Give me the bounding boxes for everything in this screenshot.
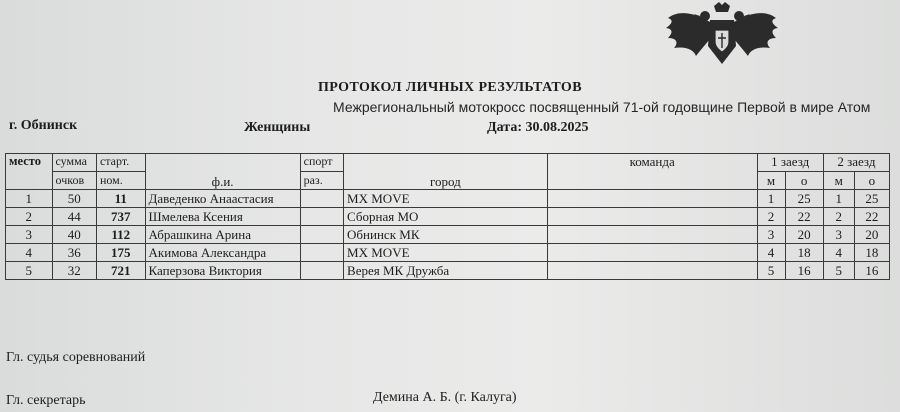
cell-race-1-o: 18 [785, 244, 823, 262]
header-sum-units: очков [52, 172, 96, 190]
table-row [6, 226, 890, 244]
cell-race-2-m: 1 [823, 190, 854, 208]
chief-judge-label: Гл. судья соревнований [6, 350, 146, 365]
cell-race-2-m: 3 [823, 226, 854, 244]
table-row [6, 262, 890, 280]
cell-sum: 36 [52, 244, 96, 262]
table-row [6, 208, 890, 226]
cell-name: Даведенко Анаастасия [145, 190, 300, 208]
cell-team [547, 262, 757, 280]
header-place: место [6, 154, 53, 190]
cell-name: Каперзова Виктория [145, 262, 300, 280]
cell-city: Обнинск МК [344, 226, 548, 244]
cell-start: 721 [96, 262, 145, 280]
cell-sum: 44 [52, 208, 96, 226]
cell-race-1-m: 5 [757, 262, 785, 280]
cell-race-2-o: 22 [854, 208, 889, 226]
header-race-1-o: о [785, 172, 823, 190]
cell-team [547, 208, 757, 226]
document-title: ПРОТОКОЛ ЛИЧНЫХ РЕЗУЛЬТАТОВ [318, 80, 582, 95]
cell-start: 175 [96, 244, 145, 262]
cell-race-2-o: 25 [854, 190, 889, 208]
results-table [5, 153, 890, 280]
cell-race-2-o: 18 [854, 244, 889, 262]
cell-start: 11 [96, 190, 145, 208]
cell-race-2-o: 16 [854, 262, 889, 280]
cell-race-1-o: 22 [785, 208, 823, 226]
cell-rank [300, 262, 343, 280]
cell-race-1-o: 25 [785, 190, 823, 208]
header-name: ф.и. [145, 154, 300, 190]
event-category: Женщины [244, 120, 311, 135]
cell-place: 4 [6, 244, 53, 262]
cell-race-1-m: 1 [757, 190, 785, 208]
cell-race-1-o: 20 [785, 226, 823, 244]
cell-rank [300, 190, 343, 208]
cell-team [547, 226, 757, 244]
secretary-name: Демина А. Б. (г. Калуга) [373, 390, 517, 405]
document-subtitle: Межрегиональный мотокросс посвященный 71-ой годовщине Первой в мире Атом [333, 99, 871, 115]
cell-place: 5 [6, 262, 53, 280]
cell-race-2-m: 2 [823, 208, 854, 226]
cell-city: Сборная МО [344, 208, 548, 226]
cell-race-2-m: 5 [823, 262, 854, 280]
cell-name: Шмелева Ксения [145, 208, 300, 226]
header-city: город [344, 154, 548, 190]
cell-name: Абрашкина Арина [145, 226, 300, 244]
cell-race-1-m: 4 [757, 244, 785, 262]
cell-race-2-o: 20 [854, 226, 889, 244]
chief-secretary-label: Гл. секретарь [6, 393, 86, 408]
cell-place: 2 [6, 208, 53, 226]
cell-race-1-o: 16 [785, 262, 823, 280]
header-team: команда [547, 154, 757, 190]
cell-sum: 40 [52, 226, 96, 244]
header-start: старт. [96, 154, 145, 172]
header-race-1: 1 заезд [757, 154, 823, 172]
table-row [6, 190, 890, 208]
header-start-units: ном. [96, 172, 145, 190]
cell-start: 112 [96, 226, 145, 244]
cell-sum: 50 [52, 190, 96, 208]
cell-city: MX MOVE [344, 190, 548, 208]
header-sum: сумма [52, 154, 96, 172]
cell-race-1-m: 2 [757, 208, 785, 226]
cell-city: Верея МК Дружба [344, 262, 548, 280]
cell-sum: 32 [52, 262, 96, 280]
cell-race-2-m: 4 [823, 244, 854, 262]
header-race-2-m: м [823, 172, 854, 190]
header-row-top [6, 154, 890, 172]
header-race-2: 2 заезд [823, 154, 889, 172]
cell-rank [300, 244, 343, 262]
cell-team [547, 190, 757, 208]
cell-rank [300, 208, 343, 226]
double-headed-eagle-emblem-icon [664, 2, 780, 68]
cell-team [547, 244, 757, 262]
event-city: г. Обнинск [9, 118, 78, 133]
cell-city: MX MOVE [344, 244, 548, 262]
cell-race-1-m: 3 [757, 226, 785, 244]
cell-name: Акимова Александра [145, 244, 300, 262]
table-row [6, 244, 890, 262]
cell-place: 3 [6, 226, 53, 244]
cell-place: 1 [6, 190, 53, 208]
event-date: Дата: 30.08.2025 [487, 120, 589, 135]
cell-rank [300, 226, 343, 244]
header-rank-units: раз. [300, 172, 343, 190]
cell-start: 737 [96, 208, 145, 226]
header-rank: спорт [300, 154, 343, 172]
header-race-2-o: о [854, 172, 889, 190]
header-race-1-m: м [757, 172, 785, 190]
